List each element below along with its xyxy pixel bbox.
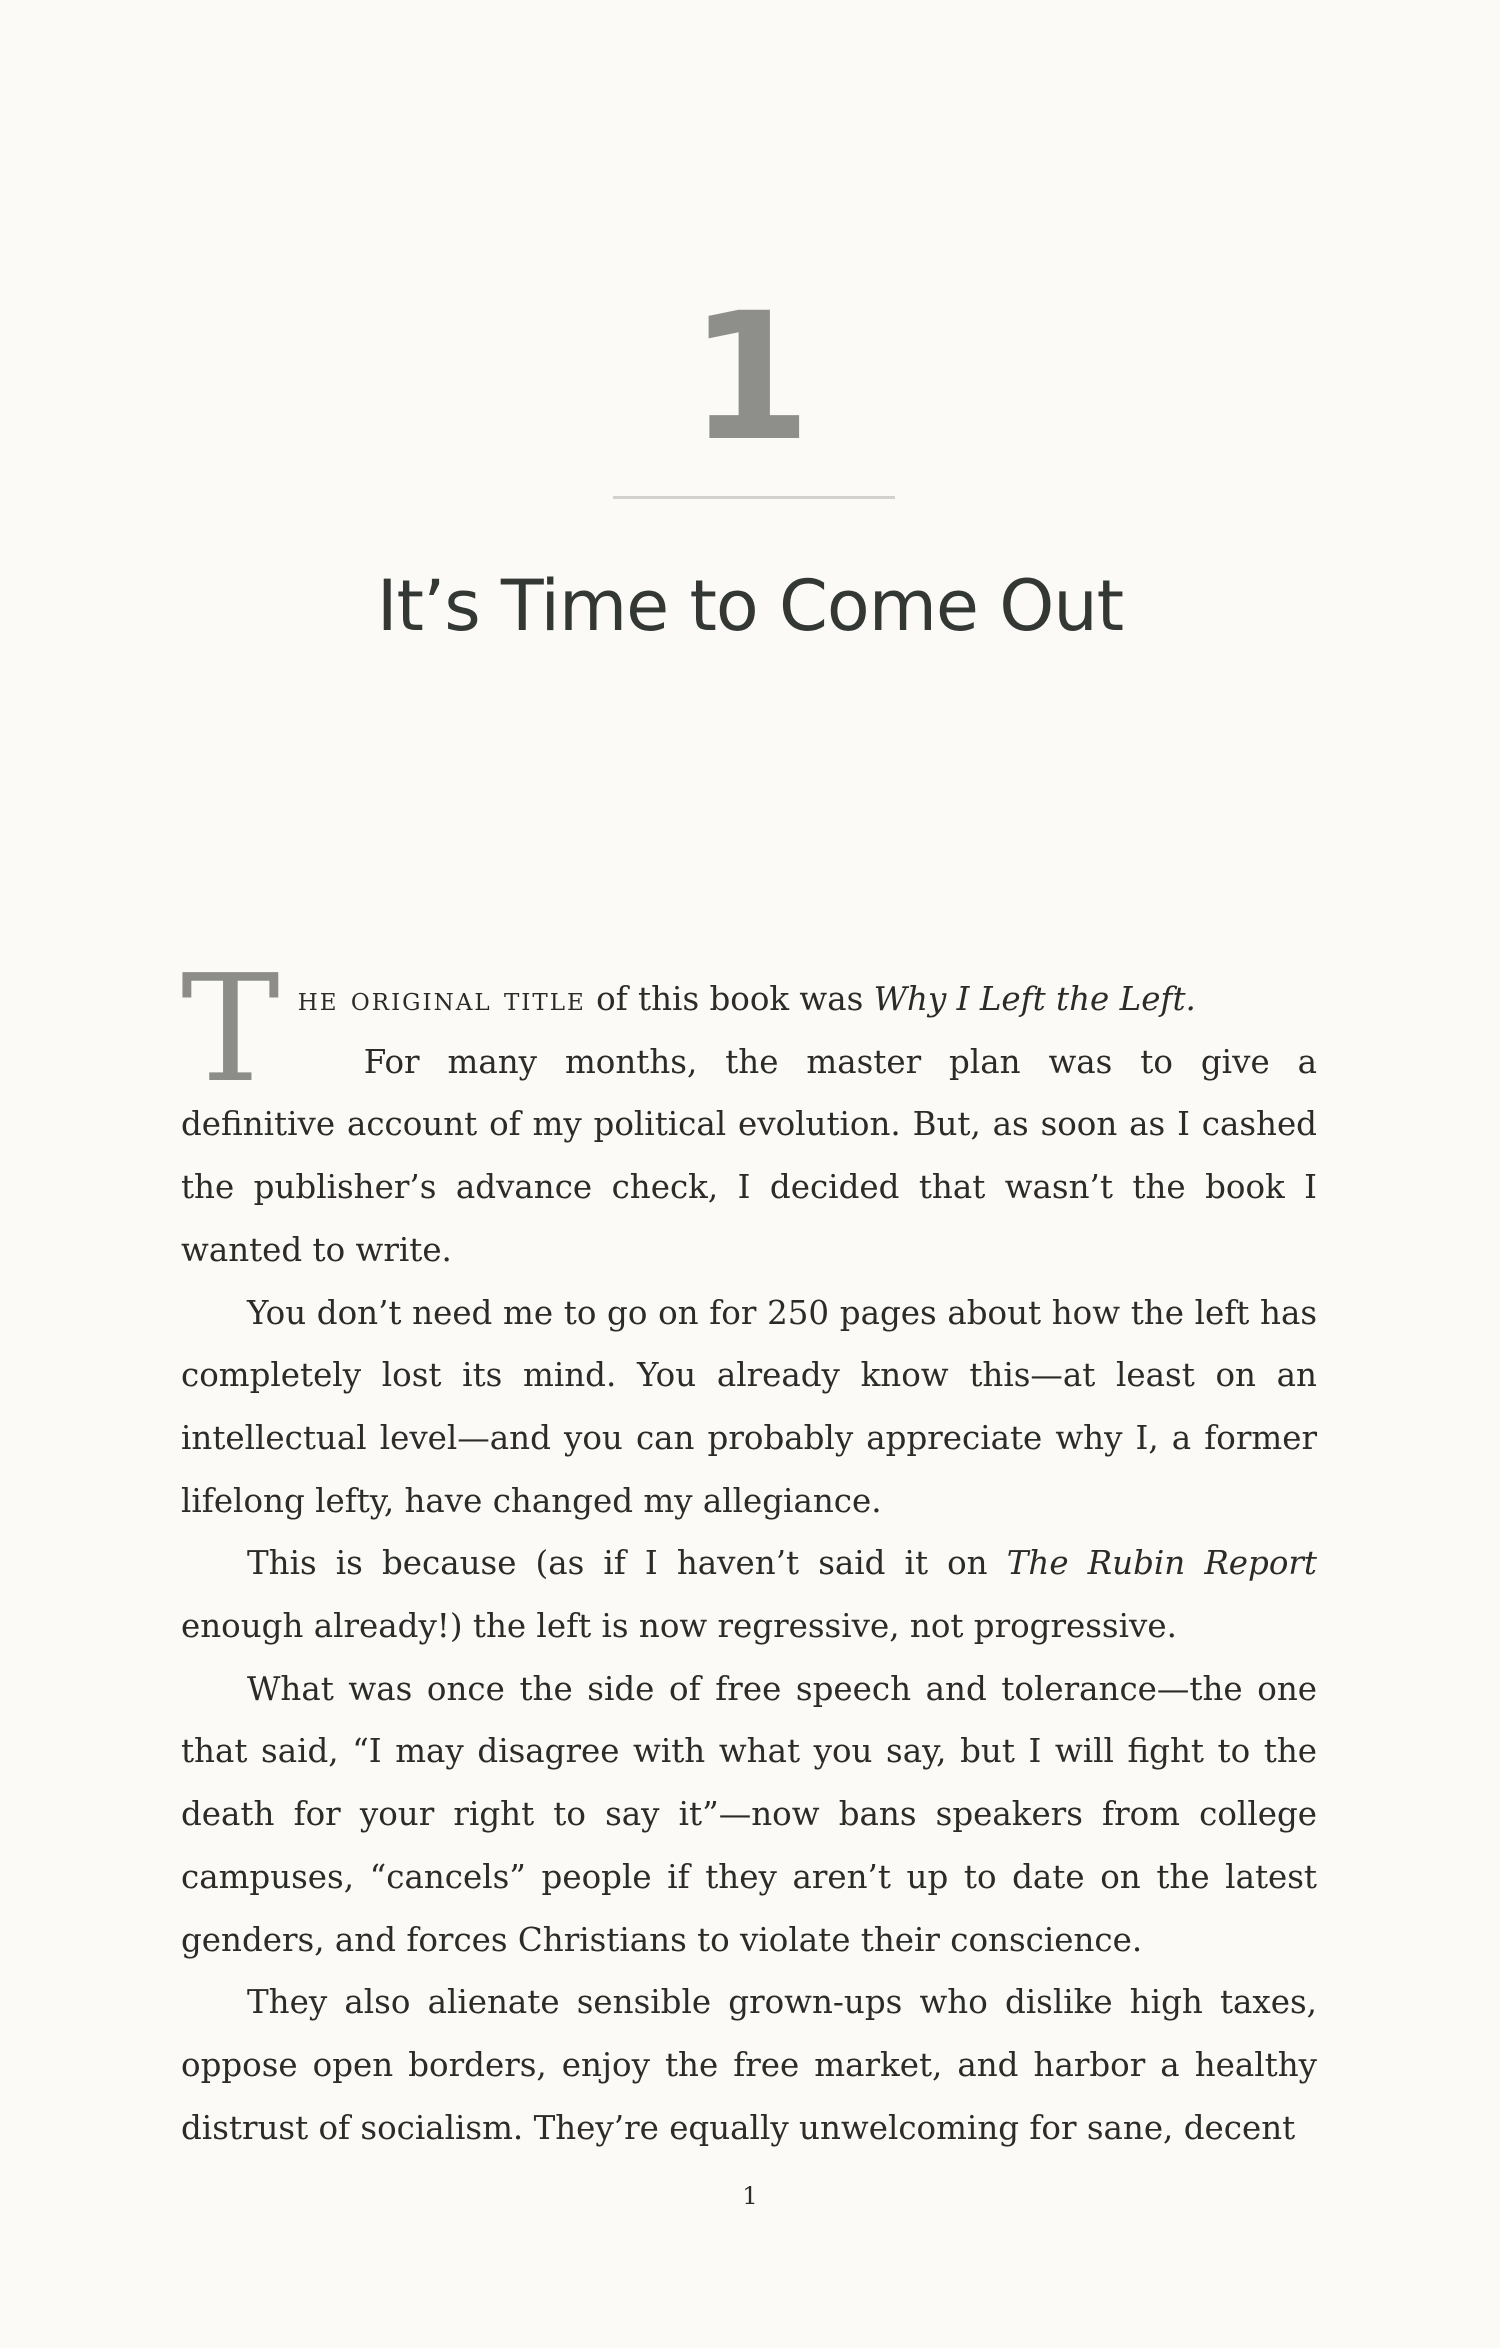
chapter-title: It’s Time to Come Out xyxy=(376,565,1124,647)
page-number: 1 xyxy=(742,2182,758,2210)
paragraph-4 xyxy=(181,1532,1317,1657)
chapter-number: 1 xyxy=(688,275,812,480)
paragraph-6: They also alienate sensible grown-ups who dislike high taxes, oppose open borders, enjoy the free market, and harbor a healthy distrust of socialism. They’re equally unwelcoming for sane, decent xyxy=(181,1983,1317,2147)
chapter-body xyxy=(181,943,1317,2159)
paragraph-5: What was once the side of free speech and tolerance—the one that said, “I may disagree with what you say, but I will fight to the death for your right to say it”—now bans speakers from college campuses, “cancels” people if they aren’t up to date on the latest genders, and forces Christians to violate their conscience. xyxy=(181,1669,1317,1959)
paragraph-3: You don’t need me to go on for 250 pages about how the left has completely lost its mind. You already know this—at least on an intellectual level—and you can probably appreciate why I, a former lifelong lefty, have changed my allegiance. xyxy=(181,1293,1317,1520)
drop-cap: T xyxy=(181,943,280,1115)
chapter-divider xyxy=(613,496,895,499)
paragraph-1-text: of this book was xyxy=(585,980,874,1018)
paragraph-4-text-end: enough already!) the left is now regressive, not progressive. xyxy=(181,1607,1177,1646)
lead-in-small-caps: he original title xyxy=(297,980,586,1018)
original-title-italic: Why I Left the Left. xyxy=(873,980,1196,1018)
paragraph-4-text-start: This is because (as if I haven’t said it on xyxy=(247,1544,1007,1583)
paragraph-1 xyxy=(181,943,1317,1115)
show-name-italic: The Rubin Report xyxy=(1006,1544,1317,1583)
paragraph-2: For many months, the master plan was to give a definitive account of my political evolution. But, as soon as I cashed the publisher’s advance check, I decided that wasn’t the book I wanted to write. xyxy=(181,1042,1317,1269)
